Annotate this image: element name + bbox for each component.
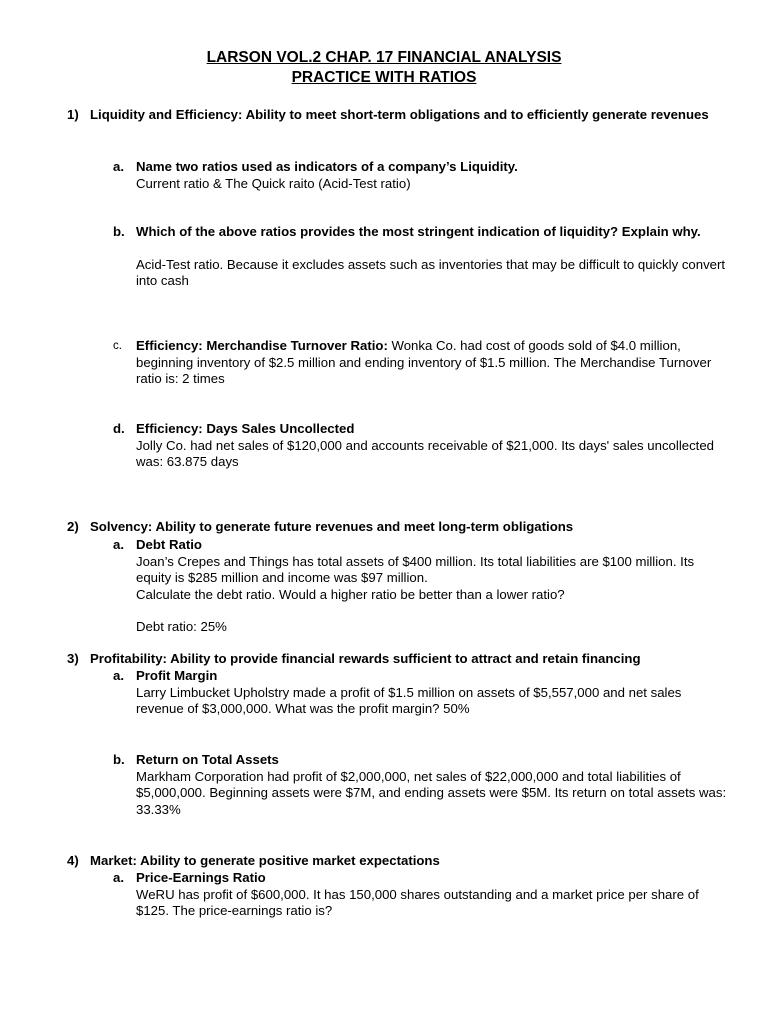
question-letter: b. [113,224,125,239]
question-letter: a. [113,870,124,885]
section-heading: Liquidity and Efficiency: Ability to meet short-term obligations and to efficiently generate revenues [90,107,709,122]
document-title: LARSON VOL.2 CHAP. 17 FINANCIAL ANALYSIS [206,49,562,66]
section-heading: Solvency: Ability to generate future revenues and meet long-term obligations [90,519,574,534]
section-number: 1) [67,107,79,122]
answer-text: Current ratio & The Quick raito (Acid-Test ratio) [136,175,411,191]
question-text: Which of the above ratios provides the most stringent indication of liquidity? Explain why. [136,224,701,239]
question-letter: c. [113,340,122,352]
question-label: Return on Total Assets [136,752,279,767]
section-heading: Market: Ability to generate positive market expectations [90,853,440,868]
document-subtitle: PRACTICE WITH RATIOS [291,69,477,86]
question-label: Efficiency: Merchandise Turnover Ratio: [136,338,388,353]
question-text: Jolly Co. had net sales of $120,000 and accounts receivable of $21,000. Its days' sales uncollected was: 63.875 days [136,437,715,469]
question-letter: a. [113,159,124,174]
answer-text: Acid-Test ratio. Because it excludes assets such as inventories that may be difficult to quickly convert into cash [136,256,726,288]
question-text-2: Calculate the debt ratio. Would a higher ratio be better than a lower ratio? [136,586,565,602]
question-text: Markham Corporation had profit of $2,000,000, net sales of $22,000,000 and total liabilities of $5,000,000. Beginning assets were $7M, and ending assets were $5M. Its return on total assets was: 33.33% [136,768,727,817]
question-label: Debt Ratio [136,537,202,552]
question-text: Name two ratios used as indicators of a company’s Liquidity. [136,159,518,174]
question-text: WeRU has profit of $600,000. It has 150,000 shares outstanding and a market price per share of $125. The price-earnings ratio is? [136,886,699,918]
question-text: Wonka Co. had cost of goods sold of $4.0 million, beginning inventory of $2.5 million and ending inventory of $1.5 million. The Merchandise Turnover ratio is: 2 times [136,338,712,386]
question-letter: b. [113,752,125,767]
section-number: 2) [67,519,79,534]
question-letter: d. [113,421,125,436]
section-number: 3) [67,651,79,666]
question-label: Efficiency: Days Sales Uncollected [136,421,355,436]
question-letter: a. [113,668,124,683]
answer-text: Debt ratio: 25% [136,619,227,634]
question-text: Larry Limbucket Upholstry made a profit of $1.5 million on assets of $5,557,000 and net sales revenue of $3,000,000. What was the profit margin? 50% [136,684,682,716]
question-label: Profit Margin [136,668,218,683]
section-heading: Profitability: Ability to provide financial rewards sufficient to attract and retain financing [90,651,641,666]
section-number: 4) [67,853,79,868]
question-text: Joan’s Crepes and Things has total assets of $400 million. Its total liabilities are $100 million. Its equity is $285 million and income was $97 million. [136,553,695,585]
question-label: Price-Earnings Ratio [136,870,266,885]
question-letter: a. [113,537,124,552]
